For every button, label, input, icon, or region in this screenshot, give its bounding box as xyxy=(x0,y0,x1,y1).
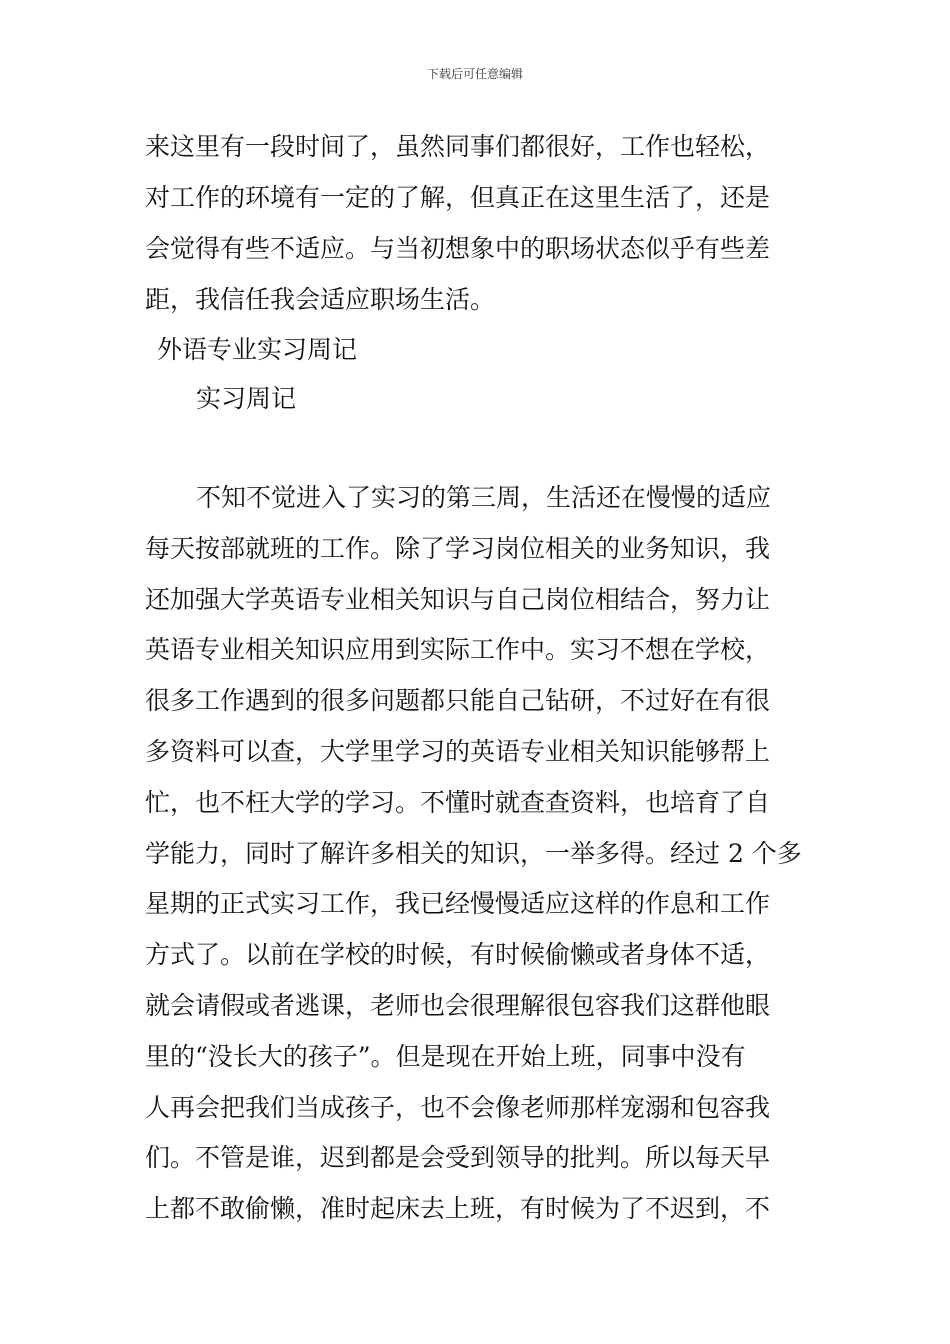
text-line: 每天按部就班的工作。除了学习岗位相关的业务知识，我 xyxy=(145,534,771,563)
text-line: 方式了。以前在学校的时候，有时候偷懒或者身体不适， xyxy=(145,940,771,969)
page-header: 下载后可任意编辑 xyxy=(426,67,523,81)
text-line: 还加强大学英语专业相关知识与自己岗位相结合，努力让 xyxy=(145,585,771,614)
text-line: 距，我信任我会适应职场生活。 xyxy=(145,285,496,314)
text-line: 里的“没长大的孩子”。但是现在开始上班，同事中没有 xyxy=(145,1042,746,1071)
text-line: 学能力，同时了解许多相关的知识，一举多得。经过 2 个多 xyxy=(145,839,802,868)
text-line: 会觉得有些不适应。与当初想象中的职场状态似乎有些差 xyxy=(145,234,771,263)
text-line: 对工作的环境有一定的了解，但真正在这里生活了，还是 xyxy=(145,183,771,212)
subtitle: 实习周记 xyxy=(196,384,297,413)
text-line: 星期的正式实习工作，我已经慢慢适应这样的作息和工作 xyxy=(145,889,771,918)
text-line: 上都不敢偷懒，准时起床去上班，有时候为了不迟到，不 xyxy=(145,1194,771,1223)
text-line: 忙，也不枉大学的学习。不懂时就查查资料，也培育了自 xyxy=(145,788,771,817)
text-line: 英语专业相关知识应用到实际工作中。实习不想在学校， xyxy=(145,635,771,664)
text-line: 人再会把我们当成孩子，也不会像老师那样宠溺和包容我 xyxy=(145,1093,771,1122)
text-line: 多资料可以查，大学里学习的英语专业相关知识能够帮上 xyxy=(145,737,771,766)
text-line: 很多工作遇到的很多问题都只能自己钻研，不过好在有很 xyxy=(145,686,771,715)
section-title: 外语专业实习周记 xyxy=(157,335,358,364)
text-line: 来这里有一段时间了，虽然同事们都很好，工作也轻松， xyxy=(145,132,771,161)
text-line: 不知不觉进入了实习的第三周，生活还在慢慢的适应 xyxy=(196,483,772,512)
text-line: 就会请假或者逃课，老师也会很理解很包容我们这群他眼 xyxy=(145,991,771,1020)
text-line: 们。不管是谁，迟到都是会受到领导的批判。所以每天早 xyxy=(145,1143,771,1172)
